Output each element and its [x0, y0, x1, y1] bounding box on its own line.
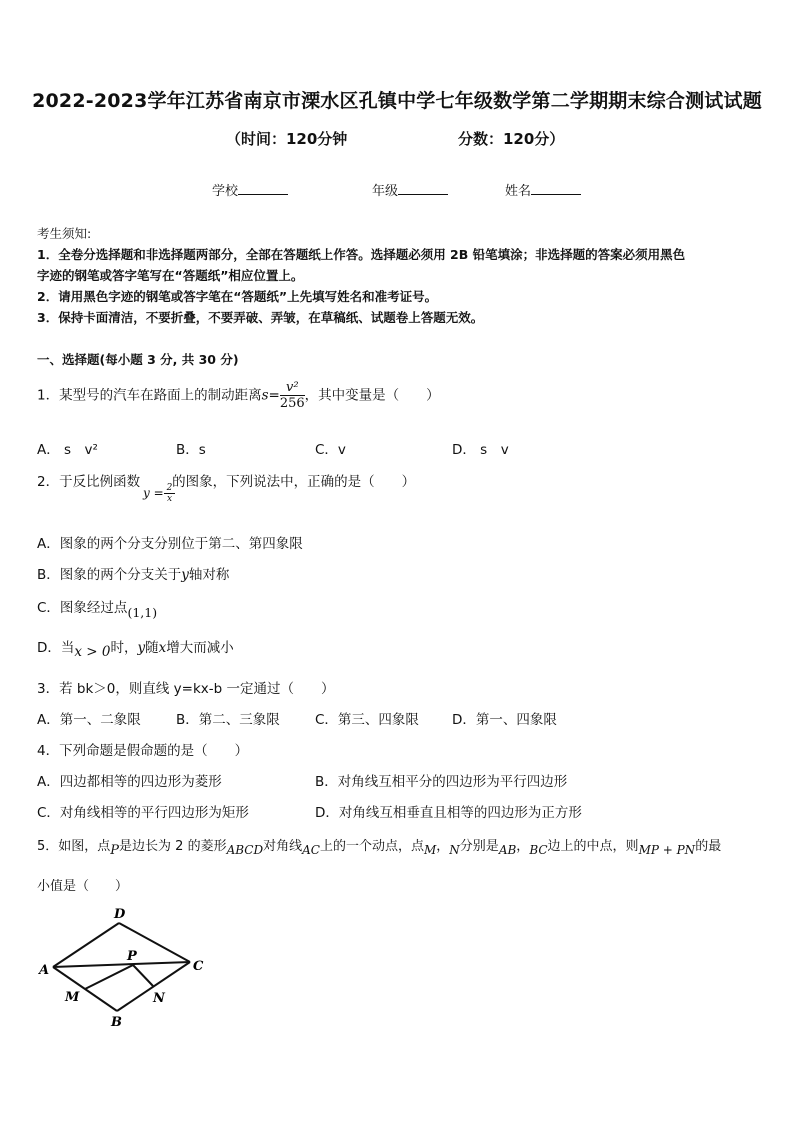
exam-score: 分数：120分）: [458, 130, 565, 148]
section-heading: 一、选择题(每小题 3 分, 共 30 分): [37, 352, 239, 367]
question-5-stem: [37, 835, 722, 858]
q2-tail: 的图象，下列说法中，正确的是（ ）: [172, 474, 416, 490]
question-2-stem: [37, 470, 415, 490]
q5-var-n: N: [449, 843, 460, 857]
q4-option-b[interactable]: B．对角线互相平分的四边形为平行四边形: [315, 774, 568, 790]
label-p: P: [127, 949, 137, 964]
q5-text-6: 分别是: [459, 839, 499, 854]
question-1-stem: [37, 380, 440, 411]
q3-option-c[interactable]: C．第三、四象限: [315, 712, 419, 728]
q4-option-a[interactable]: A．四边都相等的四边形为菱形: [37, 774, 222, 790]
q2-option-c-point: (1,1): [127, 605, 158, 620]
q2-option-d-mid: 时，: [110, 640, 138, 656]
diagonal-ac: [53, 962, 190, 967]
note-line-4: 3．保持卡面清洁，不要折叠，不要弄破、弄皱，在草稿纸、试题卷上答题无效。: [37, 310, 484, 325]
q2-formula-y: y =: [143, 486, 164, 500]
question-4-stem: 4．下列命题是假命题的是（ ）: [37, 743, 249, 759]
exam-time: （时间：120分钟: [226, 130, 348, 148]
school-field: [212, 180, 288, 199]
q1-denominator: 256: [279, 396, 305, 411]
school-label: 学校: [212, 184, 239, 199]
label-a: A: [39, 963, 50, 978]
q5-text-2: 是边长为 2 的菱形: [119, 839, 227, 854]
q5-text-9: 的最: [695, 839, 722, 854]
q2-option-b-var: y: [181, 567, 189, 583]
label-n: N: [153, 991, 165, 1006]
q5-text-8: 边上的中点，则: [547, 839, 639, 854]
q5-var-bc: BC: [529, 843, 548, 857]
note-line-2: 字迹的钢笔或答字笔写在“答题纸”相应位置上。: [37, 268, 304, 283]
note-line-1: 1．全卷分选择题和非选择题两部分，全部在答题纸上作答。选择题必须用 2B 铅笔填涂；非选择题的答案必须用黑色: [37, 247, 686, 262]
q5-var-abcd: ABCD: [226, 843, 264, 857]
label-c: C: [193, 959, 204, 974]
q4-option-d[interactable]: D．对角线互相垂直且相等的四边形为正方形: [315, 805, 582, 821]
label-b: B: [111, 1015, 122, 1030]
q1-tail: ，其中变量是（ ）: [304, 387, 440, 404]
q2-option-d-y: y: [137, 640, 146, 656]
notes-heading: 考生须知:: [37, 226, 92, 241]
q2-option-c-text: C．图象经过点: [37, 600, 128, 616]
segment-mp: [85, 965, 133, 989]
q1-equals: =: [268, 387, 280, 404]
q1-numerator: v²: [280, 380, 305, 396]
q2-option-d-text: D．当: [37, 640, 75, 656]
q3-option-b[interactable]: B．第二、三象限: [176, 712, 280, 728]
q1-var-s: s: [261, 387, 269, 404]
grade-blank[interactable]: [398, 182, 448, 195]
q5-expression: MP + PN: [638, 843, 696, 857]
q2-text: 2．于反比例函数: [37, 474, 141, 490]
q2-option-d-x: x: [158, 640, 167, 656]
q2-option-a[interactable]: A．图象的两个分支分别位于第二、第四象限: [37, 536, 303, 552]
segment-pn: [133, 965, 153, 986]
q5-text-7: ，: [516, 839, 530, 854]
q2-option-b-tail: 轴对称: [188, 567, 230, 583]
question-3-stem: 3．若 bk＞0，则直线 y=kx-b 一定通过（ ）: [37, 681, 335, 697]
q1-text: 1．某型号的汽车在路面上的制动距离: [37, 387, 262, 404]
q5-text-3: 对角线: [263, 839, 303, 854]
q2-option-b-text: B．图象的两个分支关于: [37, 567, 182, 583]
edge-ad: [53, 923, 119, 967]
q5-var-m: M: [423, 843, 437, 857]
label-m: M: [65, 990, 80, 1005]
q2-option-d[interactable]: [37, 636, 234, 660]
q1-option-a[interactable]: A． s v²: [37, 442, 98, 458]
q5-var-ac: AC: [302, 843, 320, 857]
q2-option-d-tail: 增大而减小: [166, 640, 234, 656]
q4-option-c[interactable]: C．对角线相等的平行四边形为矩形: [37, 805, 249, 821]
q2-formula-num: 2: [164, 483, 176, 494]
q5-text-1: 5．如图，点: [37, 839, 111, 854]
q2-option-b[interactable]: [37, 563, 229, 583]
q2-formula-den: x: [166, 494, 173, 504]
q3-option-a[interactable]: A．第一、二象限: [37, 712, 141, 728]
q1-option-b[interactable]: B．s: [176, 442, 206, 458]
q2-option-d-condition: x > 0: [74, 644, 111, 660]
page-title: 2022-2023学年江苏省南京市溧水区孔镇中学七年级数学第二学期期末综合测试试题: [32, 90, 762, 112]
q2-option-d-mid2: 随: [145, 640, 159, 656]
name-field: [505, 180, 581, 199]
q2-formula-fraction: [164, 483, 176, 504]
q1-fraction: [280, 380, 305, 411]
q2-option-c[interactable]: [37, 596, 158, 620]
name-label: 姓名: [505, 184, 532, 199]
note-line-3: 2．请用黑色字迹的钢笔或答字笔在“答题纸”上先填写姓名和准考证号。: [37, 289, 438, 304]
question-5-line-2: 小值是（ ）: [37, 879, 129, 894]
name-blank[interactable]: [531, 182, 581, 195]
q1-option-c[interactable]: C．v: [315, 442, 346, 458]
school-blank[interactable]: [238, 182, 288, 195]
q5-var-p: P: [110, 843, 120, 858]
q5-text-4: 上的一个动点，点: [319, 839, 424, 854]
grade-field: [372, 180, 448, 199]
q5-var-ab: AB: [498, 843, 517, 857]
grade-label: 年级: [372, 184, 399, 199]
q3-option-d[interactable]: D．第一、四象限: [452, 712, 557, 728]
q2-formula: [143, 483, 175, 504]
label-d: D: [114, 907, 126, 922]
q5-text-5: ，: [436, 839, 450, 854]
q1-option-d[interactable]: D． s v: [452, 442, 509, 458]
rhombus-figure: [37, 905, 227, 1035]
